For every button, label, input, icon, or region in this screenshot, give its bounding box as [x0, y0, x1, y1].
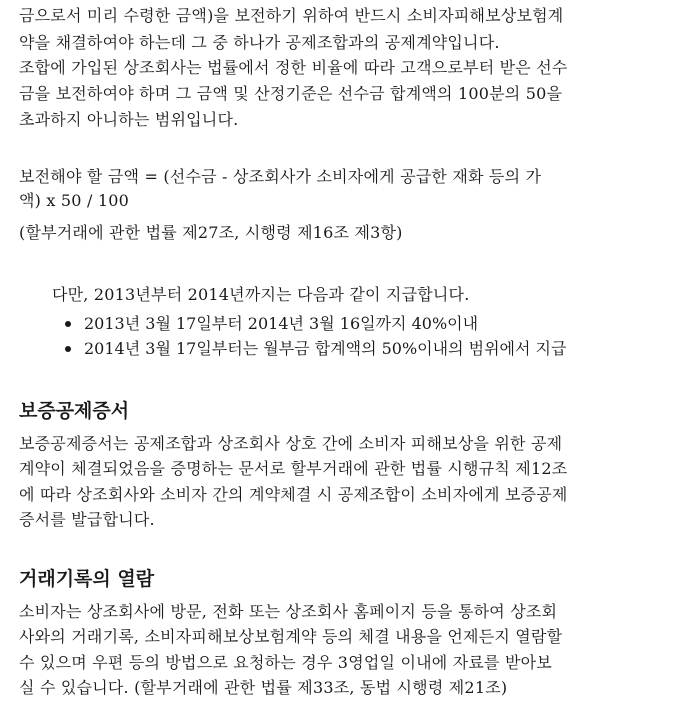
- records-line-4: 실 수 있습니다. (할부거래에 관한 법률 제33조, 동법 시행령 제21조): [19, 678, 508, 697]
- records-line-2: 사와의 거래기록, 소비자피해보상보험계약 등의 체결 내용을 언제든지 열람할: [19, 627, 563, 646]
- schedule-bullet-text: 2013년 3월 17일부터 2014년 3월 16일까지 40%이내: [84, 314, 479, 333]
- formula-reference: (할부거래에 관한 법률 제27조, 시행령 제16조 제3항): [19, 223, 403, 242]
- certificate-line-2: 계약이 체결되었음을 증명하는 문서로 할부거래에 관한 법률 시행규칙 제12조: [19, 459, 568, 478]
- formula-line-1: 보전해야 할 금액 = (선수금 - 상조회사가 소비자에게 공급한 재화 등의 가: [19, 167, 542, 186]
- intro-line-3: 조합에 가입된 상조회사는 법률에서 정한 비율에 따라 고객으로부터 받은 선수: [19, 58, 568, 77]
- bullet-icon: [65, 321, 71, 327]
- intro-line-2: 약을 채결하여야 하는데 그 중 하나가 공제조합과의 공제계약입니다.: [19, 33, 500, 52]
- records-line-1: 소비자는 상조회사에 방문, 전화 또는 상조회사 홈페이지 등을 통하여 상조회: [19, 602, 558, 621]
- certificate-line-4: 증서를 발급합니다.: [19, 510, 155, 529]
- intro-line-5: 초과하지 아니하는 범위입니다.: [19, 110, 239, 129]
- formula-line-2: 액) x 50 / 100: [19, 191, 129, 210]
- bullet-icon: [65, 346, 71, 352]
- records-line-3: 수 있으며 우편 등의 방법으로 요청하는 경우 3영업일 이내에 자료를 받아보: [19, 653, 552, 672]
- intro-line-1: 금으로서 미리 수령한 금액)을 보전하기 위하여 반드시 소비자피해보상보험계: [19, 6, 564, 25]
- schedule-bullet-1: [84, 314, 478, 334]
- schedule-bullet-text: 2014년 3월 17일부터는 월부금 합계액의 50%이내의 범위에서 지급: [84, 339, 567, 358]
- certificate-heading: 보증공제증서: [19, 400, 130, 422]
- certificate-line-1: 보증공제증서는 공제조합과 상조회사 상호 간에 소비자 피해보상을 위한 공제: [19, 434, 563, 453]
- records-heading: 거래기록의 열람: [19, 568, 155, 590]
- certificate-line-3: 에 따라 상조회사와 소비자 간의 계약체결 시 공제조합이 소비자에게 보증공제: [19, 485, 568, 504]
- schedule-intro: 다만, 2013년부터 2014년까지는 다음과 같이 지급합니다.: [52, 285, 470, 304]
- intro-line-4: 금을 보전하여야 하며 그 금액 및 산정기준은 선수금 합계액의 100분의 50을: [19, 84, 563, 103]
- schedule-bullet-2: [84, 339, 566, 359]
